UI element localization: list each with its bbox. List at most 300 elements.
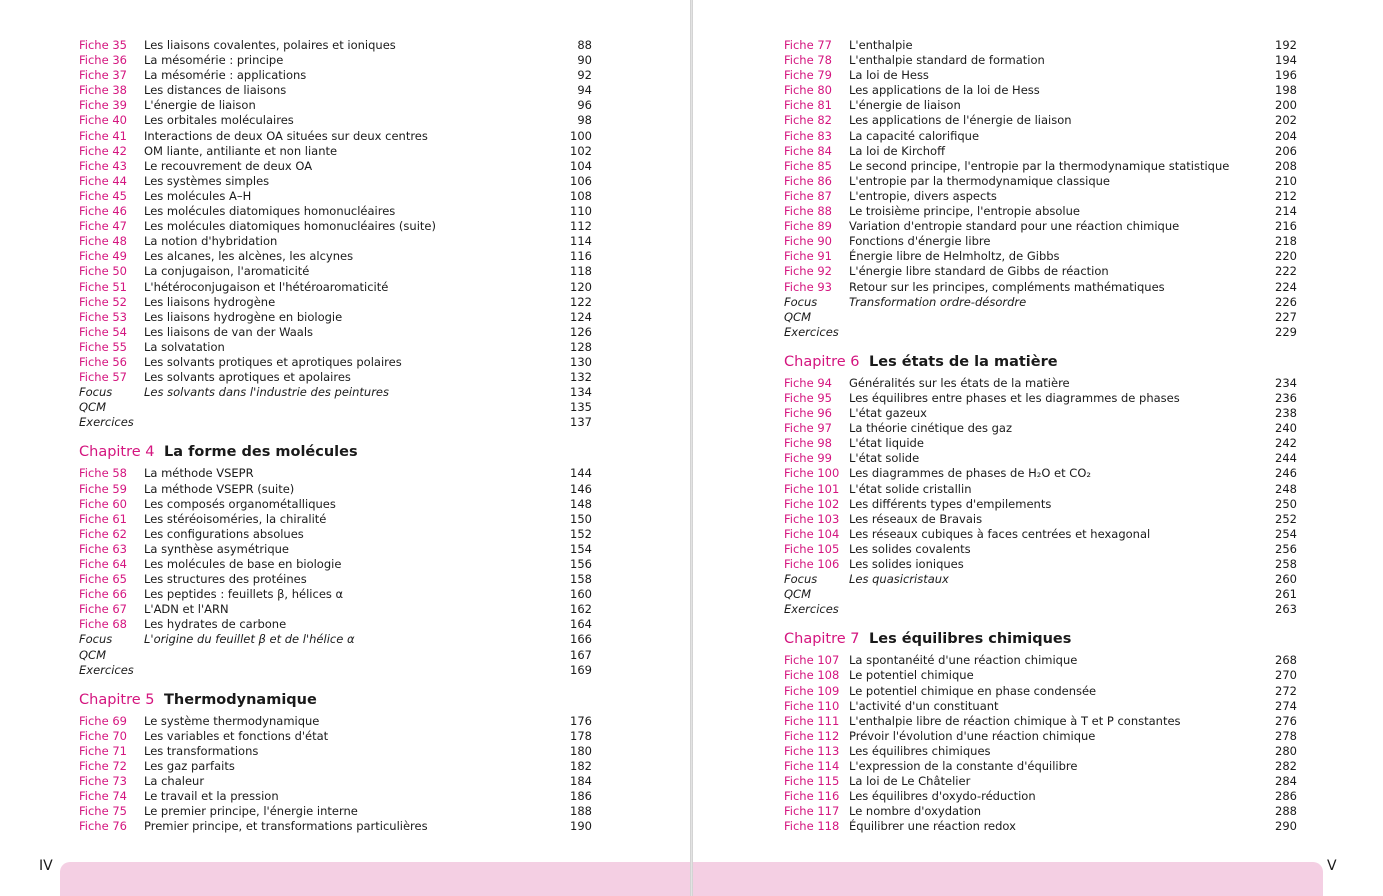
entry-title: Les solides covalents	[849, 541, 971, 556]
entry-label: Fiche 35	[79, 38, 127, 52]
entry-label: Fiche 107	[784, 653, 840, 668]
entry-title: L'énergie de liaison	[849, 98, 961, 113]
entry-title: L'énergie de liaison	[144, 98, 256, 113]
entry-page-number: 254	[1275, 526, 1297, 541]
toc-entry[interactable]	[79, 159, 599, 174]
entry-label: Fiche 61	[79, 511, 127, 526]
entry-title: Les équilibres entre phases et les diagrammes de phases	[849, 390, 1180, 405]
entry-title: La synthèse asymétrique	[144, 541, 290, 556]
entry-page-number: 250	[1275, 496, 1297, 511]
entry-label: Fiche 67	[79, 602, 127, 617]
entry-page-number: 244	[1275, 451, 1297, 466]
entry-page-number: 212	[1275, 188, 1297, 203]
entry-title: Les hydrates de carbone	[144, 617, 287, 632]
toc-entry[interactable]	[79, 602, 599, 617]
entry-label: Fiche 62	[79, 526, 127, 541]
entry-title: La méthode VSEPR (suite)	[144, 481, 295, 496]
toc-entry[interactable]	[784, 804, 1304, 819]
toc-entry[interactable]	[784, 436, 1304, 451]
entry-label: Fiche 52	[79, 294, 127, 309]
toc-entry[interactable]	[784, 159, 1304, 174]
entry-title: Interactions de deux OA situées sur deux centres	[144, 128, 428, 143]
entry-page-number: 234	[1275, 375, 1297, 390]
entry-label: Exercices	[79, 415, 134, 430]
entry-title: La méthode VSEPR	[144, 466, 254, 481]
entry-page-number: 106	[570, 173, 592, 188]
toc-entry[interactable]	[784, 653, 1304, 668]
entry-title: Le système thermodynamique	[144, 713, 320, 728]
toc-entry[interactable]	[79, 542, 599, 557]
toc-entry[interactable]	[79, 325, 599, 340]
entry-title: Les molécules diatomiques homonucléaires (suite)	[144, 219, 436, 234]
entry-label: Fiche 98	[784, 436, 832, 451]
toc-entry[interactable]	[79, 98, 599, 113]
toc-entry[interactable]	[784, 264, 1304, 279]
entry-label: Fiche 44	[79, 173, 127, 188]
entry-label: Fiche 79	[784, 68, 832, 83]
toc-entry[interactable]	[784, 280, 1304, 295]
entry-title: L'entropie, divers aspects	[849, 188, 997, 203]
entry-label: Fiche 65	[79, 572, 127, 587]
entry-label: Fiche 85	[784, 158, 832, 173]
entry-title: Les réseaux cubiques à faces centrées et hexagonal	[849, 526, 1151, 541]
entry-label: Fiche 83	[784, 128, 832, 143]
chapter-title: Les états de la matière	[869, 353, 1058, 370]
toc-entry[interactable]	[79, 219, 599, 234]
entry-title: Fonctions d'énergie libre	[849, 234, 991, 249]
entry-label: Fiche 80	[784, 83, 832, 98]
entry-page-number: 260	[1275, 572, 1297, 587]
entry-title: Les distances de liaisons	[144, 83, 287, 98]
entry-page-number: 229	[1275, 324, 1297, 339]
entry-page-number: 222	[1275, 264, 1297, 279]
entry-label: Fiche 99	[784, 451, 832, 466]
entry-label: Fiche 110	[784, 698, 840, 713]
toc-entry[interactable]	[784, 482, 1304, 497]
entry-title: La mésomérie : principe	[144, 53, 284, 68]
toc-entry[interactable]	[784, 729, 1304, 744]
entry-page-number: 200	[1275, 98, 1297, 113]
entry-label: Fiche 69	[79, 713, 127, 728]
toc-entry[interactable]	[784, 234, 1304, 249]
toc-entry[interactable]	[784, 744, 1304, 759]
entry-title: Les équilibres d'oxydo-réduction	[849, 789, 1036, 804]
entry-page-number: 164	[570, 617, 592, 632]
toc-extra-entry[interactable]	[784, 602, 1304, 617]
toc-entry[interactable]	[784, 466, 1304, 481]
toc-entry[interactable]	[784, 249, 1304, 264]
entry-title: La capacité calorifique	[849, 128, 980, 143]
toc-entry[interactable]	[79, 774, 599, 789]
entry-label: Fiche 50	[79, 264, 127, 279]
toc-entry[interactable]	[79, 129, 599, 144]
entry-title: L'état liquide	[849, 436, 924, 451]
toc-entry[interactable]	[79, 264, 599, 279]
toc-entry[interactable]	[784, 376, 1304, 391]
entry-label: Fiche 113	[784, 743, 840, 758]
entry-page-number: 258	[1275, 557, 1297, 571]
toc-entry[interactable]	[784, 819, 1304, 834]
entry-title: La solvatation	[144, 339, 225, 354]
toc-entry[interactable]	[79, 249, 599, 264]
toc-entry[interactable]	[784, 83, 1304, 98]
toc-extra-entry[interactable]	[79, 632, 599, 647]
entry-title: Les molécules A–H	[144, 188, 252, 203]
entry-page-number: 130	[570, 354, 592, 369]
entry-label: Fiche 87	[784, 188, 832, 203]
entry-page-number: 227	[1275, 309, 1297, 324]
entry-title: L'origine du feuillet β et de l'hélice α	[144, 632, 355, 647]
entry-title: Les configurations absolues	[144, 526, 304, 541]
entry-label: QCM	[784, 587, 812, 602]
entry-label: Fiche 92	[784, 264, 832, 279]
toc-entry[interactable]	[79, 557, 599, 572]
entry-title: Le second principe, l'entropie par la thermodynamique statistique	[849, 158, 1230, 173]
entry-page-number: 270	[1275, 668, 1297, 683]
toc-extra-entry[interactable]	[79, 663, 599, 678]
chapter-heading	[79, 678, 599, 714]
toc-entry[interactable]	[784, 98, 1304, 113]
entry-title: L'activité d'un constituant	[849, 698, 999, 713]
entry-title: La loi de Kirchoff	[849, 143, 946, 158]
entry-label: Fiche 42	[79, 143, 127, 158]
toc-entry[interactable]	[784, 668, 1304, 683]
entry-page-number: 196	[1275, 68, 1297, 83]
entry-title: Les liaisons covalentes, polaires et ioniques	[144, 38, 396, 52]
toc-entry[interactable]	[79, 497, 599, 512]
toc-entry[interactable]	[79, 744, 599, 759]
entry-label: Fiche 112	[784, 728, 840, 743]
toc-entry[interactable]	[79, 804, 599, 819]
entry-title: L'enthalpie	[849, 38, 913, 52]
entry-label: Fiche 101	[784, 481, 840, 496]
toc-entry[interactable]	[784, 189, 1304, 204]
toc-entry[interactable]	[784, 557, 1304, 572]
entry-page-number: 162	[570, 602, 592, 617]
toc-entry[interactable]	[784, 759, 1304, 774]
entry-label: Fiche 89	[784, 219, 832, 234]
entry-page-number: 146	[570, 481, 592, 496]
entry-label: Fiche 38	[79, 83, 127, 98]
page-folio: IV	[39, 858, 53, 874]
entry-page-number: 178	[570, 728, 592, 743]
entry-label: Fiche 68	[79, 617, 127, 632]
entry-label: Fiche 114	[784, 759, 840, 774]
toc-entry[interactable]	[784, 129, 1304, 144]
entry-label: Fiche 76	[79, 819, 127, 834]
toc-entry[interactable]	[784, 53, 1304, 68]
entry-label: Fiche 60	[79, 496, 127, 511]
entry-page-number: 137	[570, 415, 592, 430]
entry-page-number: 144	[570, 466, 592, 481]
toc-entry[interactable]	[784, 714, 1304, 729]
toc-entry[interactable]	[79, 189, 599, 204]
toc-entry[interactable]	[79, 370, 599, 385]
entry-title: Énergie libre de Helmholtz, de Gibbs	[849, 249, 1060, 264]
entry-title: L'ADN et l'ARN	[144, 602, 229, 617]
toc-entry[interactable]	[784, 774, 1304, 789]
entry-title: La notion d'hybridation	[144, 234, 278, 249]
entry-label: Fiche 118	[784, 819, 840, 834]
toc-entry[interactable]	[79, 617, 599, 632]
toc-entry[interactable]	[79, 714, 599, 729]
toc-entry[interactable]	[784, 789, 1304, 804]
toc-extra-entry[interactable]	[784, 325, 1304, 340]
toc-entry[interactable]	[79, 204, 599, 219]
toc-entry[interactable]	[784, 174, 1304, 189]
toc-entry[interactable]	[79, 729, 599, 744]
entry-page-number: 104	[570, 158, 592, 173]
entry-title: Les molécules de base en biologie	[144, 557, 342, 571]
entry-page-number: 116	[570, 249, 592, 264]
entry-title: Le travail et la pression	[144, 789, 279, 804]
toc-entry[interactable]	[79, 572, 599, 587]
entry-page-number: 274	[1275, 698, 1297, 713]
toc-entry[interactable]	[784, 68, 1304, 83]
toc-entry[interactable]	[784, 542, 1304, 557]
toc-entry[interactable]	[784, 113, 1304, 128]
entry-label: Fiche 46	[79, 204, 127, 219]
entry-title: La théorie cinétique des gaz	[849, 421, 1012, 436]
entry-label: Fiche 63	[79, 541, 127, 556]
entry-title: L'entropie par la thermodynamique classique	[849, 173, 1111, 188]
entry-title: L'état solide	[849, 451, 920, 466]
toc-entry[interactable]	[79, 759, 599, 774]
entry-page-number: 204	[1275, 128, 1297, 143]
entry-page-number: 108	[570, 188, 592, 203]
entry-title: Les molécules diatomiques homonucléaires	[144, 204, 396, 219]
entry-label: Fiche 59	[79, 481, 127, 496]
toc-entry[interactable]	[79, 113, 599, 128]
entry-page-number: 158	[570, 572, 592, 587]
entry-title: Le potentiel chimique en phase condensée	[849, 683, 1097, 698]
toc-entry[interactable]	[784, 219, 1304, 234]
toc-entry[interactable]	[79, 295, 599, 310]
toc-entry[interactable]	[784, 684, 1304, 699]
left-page	[0, 0, 690, 896]
entry-title: Transformation ordre-désordre	[849, 294, 1027, 309]
entry-title: Les diagrammes de phases de H₂O et CO₂	[849, 466, 1091, 481]
entry-label: Fiche 91	[784, 249, 832, 264]
entry-page-number: 206	[1275, 143, 1297, 158]
entry-title: Prévoir l'évolution d'une réaction chimique	[849, 728, 1096, 743]
entry-page-number: 166	[570, 632, 592, 647]
toc-entry[interactable]	[79, 234, 599, 249]
entry-label: Fiche 37	[79, 68, 127, 83]
entry-label: Fiche 93	[784, 279, 832, 294]
toc-entry[interactable]	[79, 68, 599, 83]
toc-entry[interactable]	[79, 466, 599, 481]
toc-extra-entry[interactable]	[784, 310, 1304, 325]
toc-entry[interactable]	[784, 38, 1304, 53]
toc-entry[interactable]	[79, 53, 599, 68]
entry-label: Fiche 51	[79, 279, 127, 294]
entry-page-number: 282	[1275, 759, 1297, 774]
toc-entry[interactable]	[784, 451, 1304, 466]
entry-title: L'hétéroconjugaison et l'hétéroaromaticité	[144, 279, 389, 294]
entry-title: Le nombre d'oxydation	[849, 804, 982, 819]
entry-page-number: 110	[570, 204, 592, 219]
entry-page-number: 268	[1275, 653, 1297, 668]
entry-title: L'énergie libre standard de Gibbs de réaction	[849, 264, 1109, 279]
entry-label: Fiche 81	[784, 98, 832, 113]
toc-entry[interactable]	[79, 310, 599, 325]
entry-label: Fiche 53	[79, 309, 127, 324]
entry-title: Le recouvrement de deux OA	[144, 158, 313, 173]
entry-label: Fiche 82	[784, 113, 832, 128]
toc-entry[interactable]	[79, 527, 599, 542]
toc-entry[interactable]	[79, 482, 599, 497]
entry-page-number: 252	[1275, 511, 1297, 526]
toc-entry[interactable]	[784, 421, 1304, 436]
toc-entry[interactable]	[784, 497, 1304, 512]
entry-page-number: 88	[577, 38, 592, 52]
chapter-title: Thermodynamique	[164, 691, 317, 708]
toc-entry[interactable]	[79, 144, 599, 159]
entry-page-number: 236	[1275, 390, 1297, 405]
chapter-title: La forme des molécules	[164, 444, 358, 461]
entry-title: Les solides ioniques	[849, 557, 964, 571]
toc-entry[interactable]	[79, 280, 599, 295]
entry-page-number: 156	[570, 557, 592, 571]
toc-entry[interactable]	[784, 391, 1304, 406]
toc-entry[interactable]	[79, 38, 599, 53]
entry-title: L'enthalpie standard de formation	[849, 53, 1045, 68]
entry-label: Fiche 49	[79, 249, 127, 264]
entry-label: Focus	[784, 294, 818, 309]
entry-page-number: 120	[570, 279, 592, 294]
entry-label: Fiche 111	[784, 713, 840, 728]
entry-page-number: 276	[1275, 713, 1297, 728]
entry-label: Fiche 45	[79, 188, 127, 203]
toc-entry[interactable]	[784, 406, 1304, 421]
toc-entry[interactable]	[784, 699, 1304, 714]
entry-title: Les transformations	[144, 743, 259, 758]
entry-label: Fiche 103	[784, 511, 840, 526]
entry-label: Fiche 106	[784, 557, 840, 571]
entry-title: Les gaz parfaits	[144, 759, 235, 774]
toc-extra-entry[interactable]	[784, 587, 1304, 602]
toc-entry[interactable]	[784, 512, 1304, 527]
entry-page-number: 114	[570, 234, 592, 249]
entry-page-number: 176	[570, 713, 592, 728]
entry-label: Exercices	[79, 662, 134, 677]
entry-label: Fiche 105	[784, 541, 840, 556]
entry-label: QCM	[784, 309, 812, 324]
entry-title: Les solvants aprotiques et apolaires	[144, 370, 351, 385]
entry-label: Exercices	[784, 602, 839, 617]
entry-title: Les alcanes, les alcènes, les alcynes	[144, 249, 354, 264]
entry-label: Fiche 54	[79, 324, 127, 339]
toc-list	[79, 38, 599, 835]
toc-entry[interactable]	[79, 174, 599, 189]
entry-page-number: 238	[1275, 406, 1297, 421]
chapter-heading	[784, 617, 1304, 653]
toc-extra-entry[interactable]	[784, 295, 1304, 310]
entry-label: Fiche 116	[784, 789, 840, 804]
entry-title: Les stéréoisoméries, la chiralité	[144, 511, 327, 526]
entry-label: Fiche 57	[79, 370, 127, 385]
entry-label: Fiche 64	[79, 557, 127, 571]
entry-label: Fiche 71	[79, 743, 127, 758]
toc-entry[interactable]	[784, 527, 1304, 542]
entry-title: Les peptides : feuillets β, hélices α	[144, 587, 344, 602]
chapter-label: Chapitre 4	[79, 444, 155, 461]
entry-page-number: 167	[570, 647, 592, 662]
entry-page-number: 192	[1275, 38, 1297, 52]
toc-entry[interactable]	[79, 512, 599, 527]
page-folio: V	[1327, 858, 1337, 874]
entry-page-number: 128	[570, 339, 592, 354]
entry-title: Le premier principe, l'énergie interne	[144, 804, 358, 819]
entry-title: Équilibrer une réaction redox	[849, 819, 1016, 834]
entry-page-number: 216	[1275, 219, 1297, 234]
entry-label: Fiche 96	[784, 406, 832, 421]
entry-label: Fiche 41	[79, 128, 127, 143]
entry-page-number: 242	[1275, 436, 1297, 451]
entry-title: L'expression de la constante d'équilibre	[849, 759, 1078, 774]
toc-entry[interactable]	[79, 819, 599, 834]
toc-entry[interactable]	[784, 144, 1304, 159]
entry-page-number: 112	[570, 219, 592, 234]
toc-entry[interactable]	[79, 83, 599, 98]
entry-title: Les systèmes simples	[144, 173, 270, 188]
toc-entry[interactable]	[79, 355, 599, 370]
entry-label: Fiche 104	[784, 526, 840, 541]
entry-page-number: 210	[1275, 173, 1297, 188]
toc-entry[interactable]	[79, 587, 599, 602]
entry-label: Fiche 90	[784, 234, 832, 249]
toc-extra-entry[interactable]	[79, 648, 599, 663]
entry-label: Fiche 73	[79, 774, 127, 789]
toc-extra-entry[interactable]	[784, 572, 1304, 587]
entry-title: Généralités sur les états de la matière	[849, 375, 1070, 390]
entry-page-number: 188	[570, 804, 592, 819]
entry-title: La mésomérie : applications	[144, 68, 307, 83]
entry-page-number: 160	[570, 587, 592, 602]
entry-label: Fiche 115	[784, 774, 840, 789]
entry-page-number: 272	[1275, 683, 1297, 698]
entry-page-number: 286	[1275, 789, 1297, 804]
toc-entry[interactable]	[784, 204, 1304, 219]
chapter-heading	[784, 340, 1304, 376]
entry-label: Fiche 78	[784, 53, 832, 68]
entry-page-number: 198	[1275, 83, 1297, 98]
entry-title: La chaleur	[144, 774, 205, 789]
entry-label: Fiche 74	[79, 789, 127, 804]
entry-title: La loi de Hess	[849, 68, 929, 83]
entry-title: L'état gazeux	[849, 406, 927, 421]
entry-title: L'état solide cristallin	[849, 481, 972, 496]
toc-entry[interactable]	[79, 340, 599, 355]
entry-page-number: 152	[570, 526, 592, 541]
entry-title: OM liante, antiliante et non liante	[144, 143, 338, 158]
entry-label: Focus	[79, 632, 113, 647]
entry-label: Fiche 43	[79, 158, 127, 173]
entry-label: Focus	[79, 385, 113, 400]
entry-title: L'enthalpie libre de réaction chimique à T et P constantes	[849, 713, 1181, 728]
toc-extra-entry[interactable]	[79, 400, 599, 415]
entry-title: Les liaisons hydrogène en biologie	[144, 309, 343, 324]
toc-extra-entry[interactable]	[79, 385, 599, 400]
entry-title: Les solvants dans l'industrie des peintures	[144, 385, 389, 400]
entry-label: Fiche 102	[784, 496, 840, 511]
entry-page-number: 180	[570, 743, 592, 758]
toc-extra-entry[interactable]	[79, 415, 599, 430]
entry-title: Les solvants protiques et aprotiques polaires	[144, 354, 402, 369]
toc-entry[interactable]	[79, 789, 599, 804]
entry-label: Fiche 94	[784, 375, 832, 390]
